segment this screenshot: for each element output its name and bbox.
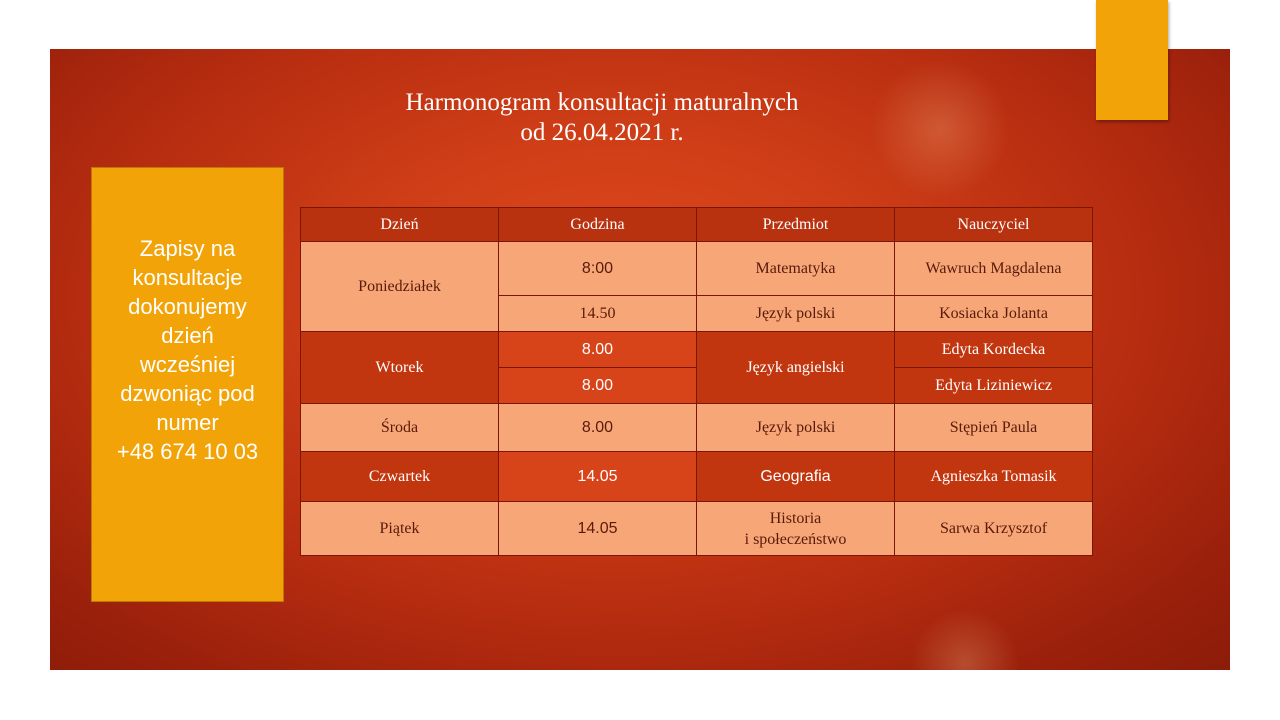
subject-line: Historia bbox=[769, 509, 822, 527]
cell-teacher: Edyta Kordecka bbox=[895, 332, 1093, 368]
cell-teacher: Sarwa Krzysztof bbox=[895, 502, 1093, 556]
cell-teacher: Edyta Liziniewicz bbox=[895, 368, 1093, 404]
info-line: dzień bbox=[161, 322, 214, 348]
cell-teacher: Agnieszka Tomasik bbox=[895, 452, 1093, 502]
cell-teacher: Wawruch Magdalena bbox=[895, 242, 1093, 296]
cell-subject: Język angielski bbox=[697, 332, 895, 404]
cell-time: 14.50 bbox=[499, 296, 697, 332]
cell-day: Poniedziałek bbox=[301, 242, 499, 332]
registration-info-box bbox=[91, 167, 284, 602]
table-header-row bbox=[301, 208, 1093, 242]
table-row bbox=[301, 332, 1093, 368]
cell-day: Piątek bbox=[301, 502, 499, 556]
cell-subject: Geografia bbox=[697, 452, 895, 502]
slide-title bbox=[300, 88, 904, 148]
cell-subject: Język polski bbox=[697, 296, 895, 332]
schedule-table bbox=[300, 207, 1093, 556]
header-subject: Przedmiot bbox=[697, 208, 895, 242]
cell-time: 8.00 bbox=[499, 332, 697, 368]
cell-time: 8:00 bbox=[499, 242, 697, 296]
cell-time: 8.00 bbox=[499, 368, 697, 404]
cell-time: 14.05 bbox=[499, 502, 697, 556]
cell-time: 14.05 bbox=[499, 452, 697, 502]
info-line: wcześniej bbox=[139, 351, 236, 377]
phone-number: +48 674 10 03 bbox=[116, 438, 259, 464]
title-line-2: od 26.04.2021 r. bbox=[520, 119, 684, 146]
cell-subject: Matematyka bbox=[697, 242, 895, 296]
cell-subject bbox=[697, 502, 895, 556]
info-line: dzwoniąc pod bbox=[120, 380, 255, 406]
table-row bbox=[301, 452, 1093, 502]
header-time: Godzina bbox=[499, 208, 697, 242]
table-row bbox=[301, 502, 1093, 556]
info-line: konsultacje bbox=[132, 264, 243, 290]
title-line-1: Harmonogram konsultacji maturalnych bbox=[405, 89, 799, 116]
cell-subject: Język polski bbox=[697, 404, 895, 452]
cell-time: 8.00 bbox=[499, 404, 697, 452]
light-glow bbox=[910, 609, 1020, 670]
cell-day: Czwartek bbox=[301, 452, 499, 502]
header-teacher: Nauczyciel bbox=[895, 208, 1093, 242]
table-row bbox=[301, 242, 1093, 296]
cell-day: Środa bbox=[301, 404, 499, 452]
registration-info-text bbox=[100, 234, 275, 466]
info-line: numer bbox=[156, 409, 219, 435]
info-line: Zapisy na bbox=[139, 235, 236, 261]
header-day: Dzień bbox=[301, 208, 499, 242]
cell-teacher: Kosiacka Jolanta bbox=[895, 296, 1093, 332]
table-row bbox=[301, 404, 1093, 452]
cell-day: Wtorek bbox=[301, 332, 499, 404]
info-line: dokonujemy bbox=[128, 293, 247, 319]
cell-teacher: Stępień Paula bbox=[895, 404, 1093, 452]
subject-line: i społeczeństwo bbox=[744, 530, 847, 548]
accent-tab bbox=[1096, 0, 1168, 120]
